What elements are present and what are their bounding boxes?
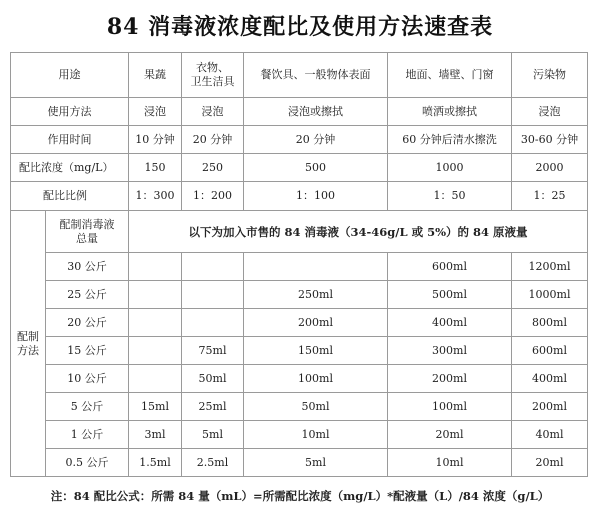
prep-value bbox=[129, 253, 182, 281]
method-value: 浸泡 bbox=[512, 98, 588, 126]
prep-value: 10ml bbox=[388, 449, 512, 477]
time-value: 20 分钟 bbox=[182, 126, 244, 154]
prep-value: 500ml bbox=[388, 281, 512, 309]
prep-value: 10ml bbox=[244, 421, 388, 449]
ratio-value: 1：50 bbox=[388, 182, 512, 211]
dilution-table bbox=[10, 52, 588, 477]
prep-value bbox=[182, 281, 244, 309]
prep-total-line1: 配制消毒液 bbox=[59, 217, 115, 231]
concentration-value: 2000 bbox=[512, 154, 588, 182]
prep-value bbox=[129, 365, 182, 393]
prep-total-header bbox=[46, 211, 129, 253]
ratio-value: 1：200 bbox=[182, 182, 244, 211]
prep-value: 15ml bbox=[129, 393, 182, 421]
ratio-row bbox=[11, 182, 588, 211]
concentration-value: 150 bbox=[129, 154, 182, 182]
concentration-label: 配比浓度（mg/L） bbox=[11, 154, 129, 182]
prep-total: 1 公斤 bbox=[46, 421, 129, 449]
method-value: 浸泡 bbox=[182, 98, 244, 126]
prep-value: 20ml bbox=[388, 421, 512, 449]
prep-row bbox=[11, 421, 588, 449]
prep-value: 50ml bbox=[244, 393, 388, 421]
prep-total-line2: 总量 bbox=[76, 231, 98, 245]
prep-total: 30 公斤 bbox=[46, 253, 129, 281]
prep-section-line1: 配制 bbox=[17, 329, 39, 343]
ratio-value: 1：100 bbox=[244, 182, 388, 211]
prep-value: 800ml bbox=[512, 309, 588, 337]
prep-value: 300ml bbox=[388, 337, 512, 365]
prep-value bbox=[129, 309, 182, 337]
prep-value: 600ml bbox=[388, 253, 512, 281]
prep-value: 3ml bbox=[129, 421, 182, 449]
header-floor: 地面、墙壁、门窗 bbox=[388, 53, 512, 98]
prep-row bbox=[11, 365, 588, 393]
prep-value: 50ml bbox=[182, 365, 244, 393]
prep-value bbox=[129, 281, 182, 309]
time-label: 作用时间 bbox=[11, 126, 129, 154]
method-value: 浸泡或擦拭 bbox=[244, 98, 388, 126]
time-value: 30-60 分钟 bbox=[512, 126, 588, 154]
header-fruits-veg: 果蔬 bbox=[129, 53, 182, 98]
header-contaminated: 污染物 bbox=[512, 53, 588, 98]
prep-note: 以下为加入市售的 84 消毒液（34-46g/L 或 5%）的 84 原液量 bbox=[129, 211, 588, 253]
prep-value bbox=[244, 253, 388, 281]
method-value: 喷洒或擦拭 bbox=[388, 98, 512, 126]
time-value: 20 分钟 bbox=[244, 126, 388, 154]
prep-value: 20ml bbox=[512, 449, 588, 477]
formula-footnote: 注：84 配比公式：所需 84 量（mL）=所需配比浓度（mg/L）*配液量（L）/84 浓度（g/L） bbox=[50, 489, 550, 503]
prep-value: 150ml bbox=[244, 337, 388, 365]
prep-value: 1.5ml bbox=[129, 449, 182, 477]
method-value: 浸泡 bbox=[129, 98, 182, 126]
prep-row bbox=[11, 281, 588, 309]
prep-value: 200ml bbox=[244, 309, 388, 337]
prep-total: 15 公斤 bbox=[46, 337, 129, 365]
prep-value: 25ml bbox=[182, 393, 244, 421]
concentration-row bbox=[11, 154, 588, 182]
header-clothing-line1: 衣物、 bbox=[196, 61, 229, 74]
prep-row bbox=[11, 309, 588, 337]
prep-total: 10 公斤 bbox=[46, 365, 129, 393]
method-label: 使用方法 bbox=[11, 98, 129, 126]
prep-value: 1200ml bbox=[512, 253, 588, 281]
prep-value: 400ml bbox=[512, 365, 588, 393]
prep-value: 100ml bbox=[244, 365, 388, 393]
header-tableware: 餐饮具、一般物体表面 bbox=[244, 53, 388, 98]
prep-value: 5ml bbox=[244, 449, 388, 477]
prep-value bbox=[182, 309, 244, 337]
time-value: 60 分钟后清水擦洗 bbox=[388, 126, 512, 154]
prep-value: 200ml bbox=[388, 365, 512, 393]
prep-row bbox=[11, 253, 588, 281]
prep-value: 200ml bbox=[512, 393, 588, 421]
prep-section-line2: 方法 bbox=[17, 343, 39, 357]
page-title: 84 消毒液浓度配比及使用方法速查表 bbox=[106, 14, 494, 40]
prep-value: 40ml bbox=[512, 421, 588, 449]
concentration-value: 1000 bbox=[388, 154, 512, 182]
prep-value: 600ml bbox=[512, 337, 588, 365]
header-usage: 用途 bbox=[11, 53, 129, 98]
prep-total: 25 公斤 bbox=[46, 281, 129, 309]
time-value: 10 分钟 bbox=[129, 126, 182, 154]
prep-value bbox=[182, 253, 244, 281]
header-row bbox=[11, 53, 588, 98]
prep-section-label bbox=[11, 211, 46, 477]
prep-value: 1000ml bbox=[512, 281, 588, 309]
method-row bbox=[11, 98, 588, 126]
prep-total: 5 公斤 bbox=[46, 393, 129, 421]
prep-value: 75ml bbox=[182, 337, 244, 365]
ratio-value: 1：25 bbox=[512, 182, 588, 211]
prep-row bbox=[11, 337, 588, 365]
ratio-label: 配比比例 bbox=[11, 182, 129, 211]
prep-row bbox=[11, 393, 588, 421]
prep-value: 2.5ml bbox=[182, 449, 244, 477]
prep-total: 20 公斤 bbox=[46, 309, 129, 337]
header-clothing bbox=[182, 53, 244, 98]
prep-value: 100ml bbox=[388, 393, 512, 421]
prep-row bbox=[11, 449, 588, 477]
prep-header-row bbox=[11, 211, 588, 253]
concentration-value: 250 bbox=[182, 154, 244, 182]
prep-value bbox=[129, 337, 182, 365]
header-clothing-line2: 卫生洁具 bbox=[190, 75, 235, 88]
prep-value: 5ml bbox=[182, 421, 244, 449]
prep-value: 250ml bbox=[244, 281, 388, 309]
prep-total: 0.5 公斤 bbox=[46, 449, 129, 477]
prep-value: 400ml bbox=[388, 309, 512, 337]
ratio-value: 1：300 bbox=[129, 182, 182, 211]
concentration-value: 500 bbox=[244, 154, 388, 182]
time-row bbox=[11, 126, 588, 154]
